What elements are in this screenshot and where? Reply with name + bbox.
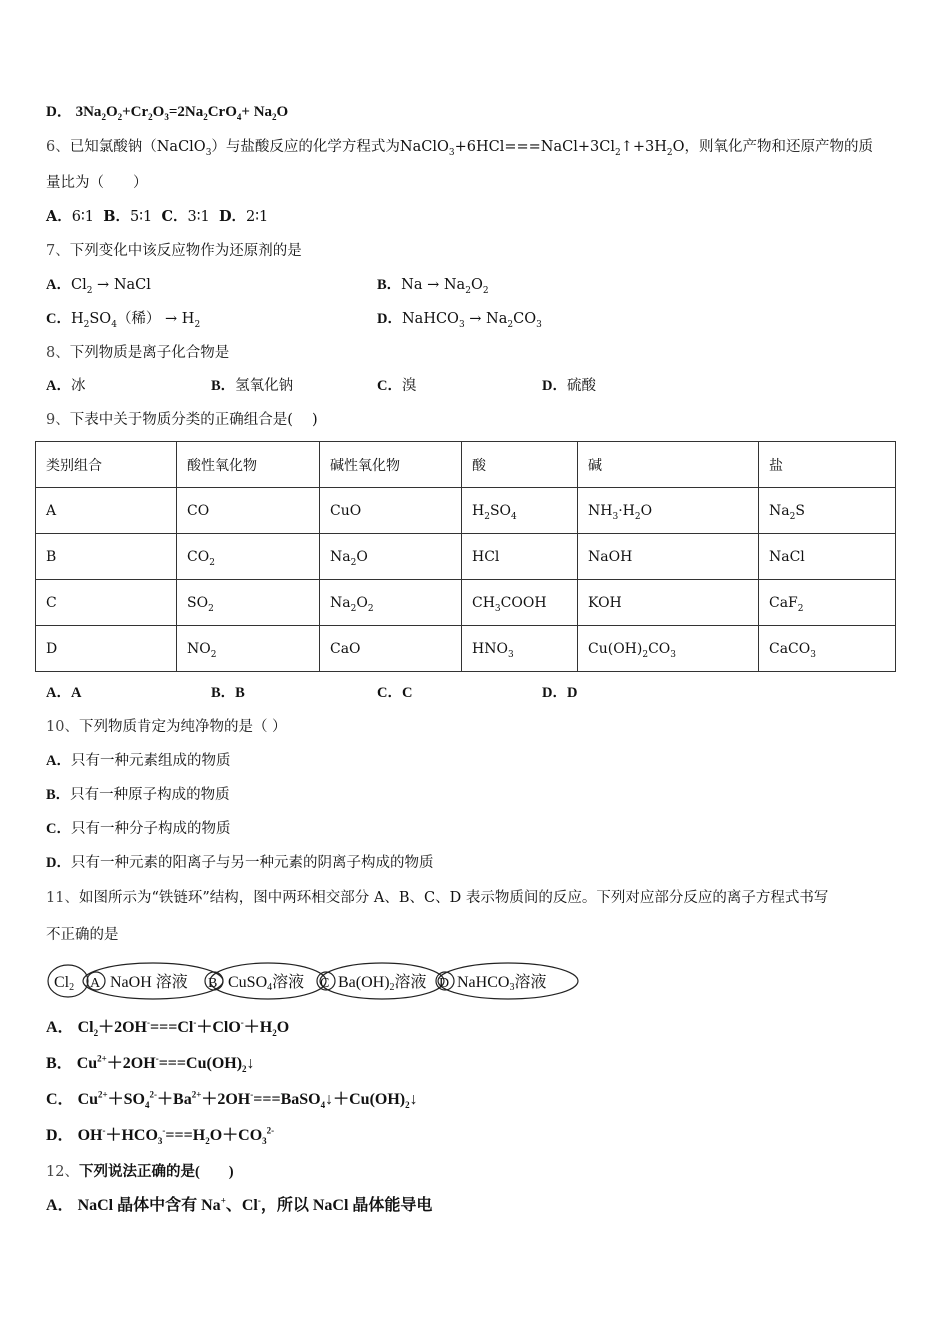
table-cell: $Na_2O_2$	[320, 580, 462, 626]
q9-option-a[interactable]: A．A	[46, 685, 82, 701]
table-cell: $SO_2$	[177, 580, 320, 626]
q9-option-d[interactable]: D．D	[542, 685, 578, 701]
question-number: 7、	[46, 243, 70, 259]
iron-chain-diagram	[46, 960, 586, 1002]
question-number: 6、	[46, 139, 70, 155]
svg-text:A: A	[90, 976, 101, 991]
svg-text:NaOH 溶液: NaOH 溶液	[110, 974, 188, 991]
question-text: 下列物质是离子化合物是	[69, 345, 230, 361]
header-cell: 碱	[578, 442, 759, 488]
svg-text:Ba(OH)2溶液: Ba(OH)2溶液	[338, 974, 427, 993]
table-cell: CuO	[320, 488, 462, 534]
q9-option-b[interactable]: B．B	[211, 685, 245, 701]
question-text: 下列说法正确的是( )	[78, 1164, 234, 1180]
table-cell: $Na_2O$	[320, 534, 462, 580]
q10-option-d[interactable]: D．只有一种元素的阳离子与另一种元素的阴离子构成的物质	[46, 855, 434, 871]
question-text: 已知氯酸钠（NaClO$_3$）与盐酸反应的化学方程式为$NaClO_3+6HCl===NaCl+3Cl_2↑+3H_2O$，则氧化产物和还原产物的质	[69, 139, 874, 158]
classification-table	[35, 441, 896, 672]
q6-option-c[interactable]: C．3∶1	[161, 208, 210, 225]
q6-option-b[interactable]: B．5∶1	[103, 208, 153, 225]
option-label: D．	[46, 104, 72, 120]
table-row	[36, 580, 896, 626]
q11-stem-line1	[46, 888, 828, 908]
table-cell: $H_2SO_4$	[462, 488, 578, 534]
q8-stem	[46, 343, 229, 363]
question-text: 下表中关于物质分类的正确组合是( )	[69, 412, 318, 428]
q6-options	[46, 207, 268, 227]
q11-option-d[interactable]: D． $OH^-+HCO_3^-===H_2O+CO_3^{2-}$	[46, 1125, 275, 1147]
question-number: 10、	[46, 719, 79, 735]
q12-option-a[interactable]: A． NaCl 晶体中含有 Na+、Cl-，所以 NaCl 晶体能导电	[46, 1195, 433, 1214]
header-cell: 盐	[759, 442, 896, 488]
table-cell: CaCO$_3$	[759, 626, 896, 672]
q9-stem	[46, 410, 318, 430]
option-text: $3Na_2O_2+Cr_2O_3=2Na_2CrO_4+ Na_2O$	[75, 104, 289, 122]
table-cell: NaOH	[578, 534, 759, 580]
table-cell: $NO_2$	[177, 626, 320, 672]
table-cell: NaCl	[759, 534, 896, 580]
header-cell: 酸	[462, 442, 578, 488]
q12-stem	[46, 1162, 234, 1182]
table-row	[36, 534, 896, 580]
header-cell: 酸性氧化物	[177, 442, 320, 488]
question-text: 下列物质肯定为纯净物的是（ ）	[78, 719, 287, 735]
q11-option-b[interactable]: B． $Cu^{2+}+2OH^-===Cu(OH)_2↓$	[46, 1053, 255, 1075]
question-text: 下列变化中该反应物作为还原剂的是	[69, 243, 302, 259]
svg-text:B: B	[208, 976, 218, 991]
q10-option-c[interactable]: C．只有一种分子构成的物质	[46, 821, 231, 837]
question-number: 9、	[46, 412, 70, 428]
q11-option-a[interactable]: A． $Cl_2+2OH^-===Cl^-+ClO^-+H_2O$	[46, 1017, 290, 1039]
table-cell: $HNO_3$	[462, 626, 578, 672]
q11-stem-line2: 不正确的是	[46, 927, 119, 943]
q6-stem-line2: 量比为（ ）	[46, 175, 148, 191]
table-cell: KOH	[578, 580, 759, 626]
table-cell: D	[36, 626, 177, 672]
q6-stem-line1	[46, 137, 873, 157]
q7-option-a[interactable]: A．$Cl_2$ → NaCl	[46, 277, 151, 296]
q7-option-c[interactable]: C．$H_2SO_4$（稀） → $H_2$	[46, 311, 201, 330]
table-cell: B	[36, 534, 177, 580]
svg-text:D: D	[439, 976, 450, 991]
q7-option-b[interactable]: B．$Na \to Na_2O_2$	[377, 277, 489, 296]
q10-option-a[interactable]: A．只有一种元素组成的物质	[46, 753, 231, 769]
header-cell: 碱性氧化物	[320, 442, 462, 488]
table-row	[36, 488, 896, 534]
header-cell: 类别组合	[36, 442, 177, 488]
q10-stem	[46, 717, 287, 737]
table-cell: $NH_3\cdot H_2O$	[578, 488, 759, 534]
svg-text:CuSO4溶液: CuSO4溶液	[228, 974, 305, 993]
svg-text:NaHCO3溶液: NaHCO3溶液	[457, 974, 547, 993]
question-number: 8、	[46, 345, 70, 361]
question-number: 11、	[46, 890, 79, 906]
table-cell: CaO	[320, 626, 462, 672]
table-cell: HCl	[462, 534, 578, 580]
table-cell: CaF$_2$	[759, 580, 896, 626]
q6-option-d[interactable]: D．2∶1	[218, 208, 269, 225]
q5-option-d	[46, 102, 288, 122]
q9-option-c[interactable]: C．C	[377, 685, 413, 701]
q8-option-c[interactable]: C．溴	[377, 378, 417, 394]
q7-stem	[46, 241, 302, 261]
svg-text:Cl2: Cl2	[54, 974, 75, 993]
table-header-row	[36, 442, 896, 488]
table-cell: $CH_3COOH$	[462, 580, 578, 626]
svg-text:C: C	[320, 976, 330, 991]
table-cell: $CO_2$	[177, 534, 320, 580]
table-cell: A	[36, 488, 177, 534]
q8-option-b[interactable]: B．氢氧化钠	[211, 378, 294, 394]
table-cell: $Na_2S$	[759, 488, 896, 534]
table-row	[36, 626, 896, 672]
question-text: 如图所示为“铁链环”结构，图中两环相交部分 A、B、C、D 表示物质间的反应。下列对应部分反应的离子方程式书写	[78, 890, 829, 906]
q11-option-c[interactable]: C． $Cu^{2+}+SO_4^{2-}+Ba^{2+}+2OH^-===BaSO_4↓+Cu(OH)_2↓$	[46, 1089, 418, 1111]
q8-option-a[interactable]: A．冰	[46, 378, 86, 394]
q10-option-b[interactable]: B．只有一种原子构成的物质	[46, 787, 230, 803]
q6-option-a[interactable]: A．6∶1	[46, 208, 94, 225]
q7-option-d[interactable]: D．NaHCO$_3$ → $Na_2CO_3$	[377, 311, 542, 330]
question-number: 12、	[46, 1164, 79, 1180]
table-cell: C	[36, 580, 177, 626]
q8-option-d[interactable]: D．硫酸	[542, 378, 596, 394]
table-cell: $Cu(OH)_2CO_3$	[578, 626, 759, 672]
table-cell: CO	[177, 488, 320, 534]
